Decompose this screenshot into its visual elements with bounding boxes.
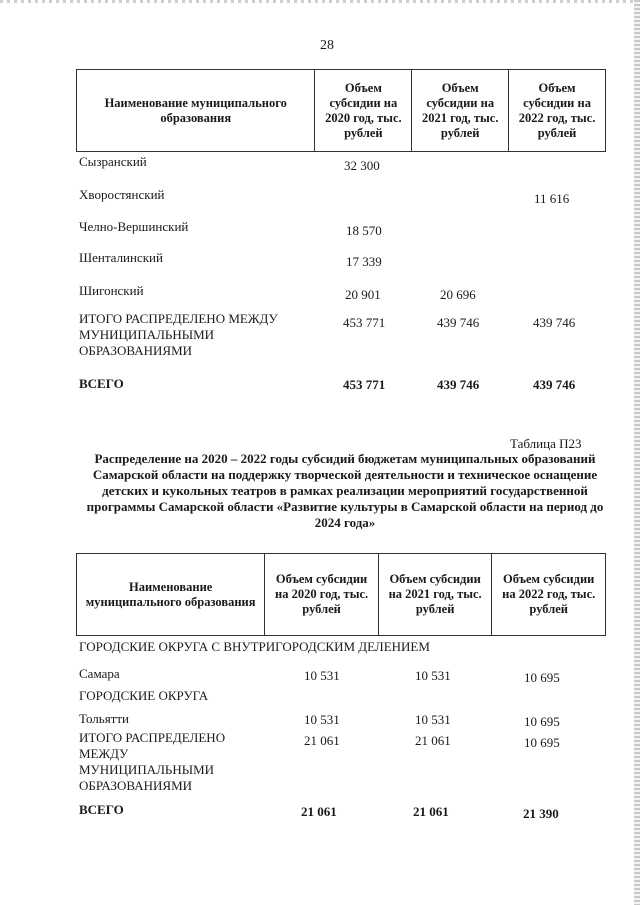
table-cell: 439 746 — [437, 377, 480, 392]
table-cell: 20 696 — [440, 287, 476, 302]
table-cell: 10 531 — [304, 712, 340, 727]
table-cell: 21 390 — [523, 806, 559, 821]
table-row: Шигонский — [79, 283, 144, 298]
scan-right-edge — [634, 0, 640, 905]
table1-header-2020: Объем субсидии на 2020 год, тыс. рублей — [315, 70, 412, 152]
table-row: ИТОГО РАСПРЕДЕЛЕНО МЕЖДУ МУНИЦИПАЛЬНЫМИ ОБРАЗОВАНИЯМИ — [79, 311, 278, 358]
table-row: Шенталинский — [79, 250, 163, 265]
table-cell: 17 339 — [346, 254, 382, 269]
table2-number-label: Таблица П23 — [510, 436, 582, 451]
table-row: ВСЕГО — [79, 802, 124, 817]
table-row: Сызранский — [79, 154, 147, 169]
table-row: Челно-Вершинский — [79, 219, 189, 234]
table-cell: 21 061 — [415, 733, 451, 748]
page-number: 28 — [320, 38, 334, 53]
table-cell: 10 531 — [304, 668, 340, 683]
table-cell: 21 061 — [301, 804, 337, 819]
table1-header-2022: Объем субсидии на 2022 год, тыс. рублей — [509, 70, 606, 152]
table-cell: 32 300 — [344, 158, 380, 173]
table2-caption: Распределение на 2020 – 2022 годы субсидий бюджетам муниципальных образований Самарской области на поддержку творческой деятельности и техническое оснащение детских и кукольных театров в рамках реализации мероприятий государственной программы Самарской области «Развитие культуры в Самарской области на период до 2024 года» — [86, 451, 604, 530]
table-cell: 21 061 — [413, 804, 449, 819]
table-cell: 21 061 — [304, 733, 340, 748]
table-cell: 10 531 — [415, 668, 451, 683]
table-cell: 10 695 — [524, 670, 560, 685]
section-heading: ГОРОДСКИЕ ОКРУГА С ВНУТРИГОРОДСКИМ ДЕЛЕНИЕМ — [79, 639, 430, 654]
table-row: Хворостянский — [79, 187, 165, 202]
table2-header-2020: Объем субсидии на 2020 год, тыс. рублей — [265, 554, 379, 636]
scan-top-edge — [0, 0, 640, 3]
table-cell: 10 531 — [415, 712, 451, 727]
table-row: ИТОГО РАСПРЕДЕЛЕНО МЕЖДУ МУНИЦИПАЛЬНЫМИ ОБРАЗОВАНИЯМИ — [79, 730, 226, 793]
table-row: ВСЕГО — [79, 376, 124, 391]
table1-header-name: Наименование муниципального образования — [77, 70, 315, 152]
table-cell: 20 901 — [345, 287, 381, 302]
table-row: Самара — [79, 666, 120, 681]
table-cell: 453 771 — [343, 315, 386, 330]
table-cell: 439 746 — [437, 315, 480, 330]
section-heading: ГОРОДСКИЕ ОКРУГА — [79, 688, 209, 703]
table-cell: 453 771 — [343, 377, 386, 392]
table1-header-2021: Объем субсидии на 2021 год, тыс. рублей — [412, 70, 509, 152]
table-cell: 10 695 — [524, 735, 560, 750]
table-cell: 18 570 — [346, 223, 382, 238]
table-cell: 439 746 — [533, 315, 576, 330]
table1-header — [76, 69, 606, 152]
table-cell: 439 746 — [533, 377, 576, 392]
table-cell: 10 695 — [524, 714, 560, 729]
table2-header — [76, 553, 606, 636]
table2-header-2021: Объем субсидии на 2021 год, тыс. рублей — [378, 554, 492, 636]
table-row: Тольятти — [79, 711, 130, 726]
table2-header-name: Наименование муниципального образования — [77, 554, 265, 636]
table2-header-2022: Объем субсидии на 2022 год, тыс. рублей — [492, 554, 606, 636]
table-cell: 11 616 — [534, 191, 570, 206]
